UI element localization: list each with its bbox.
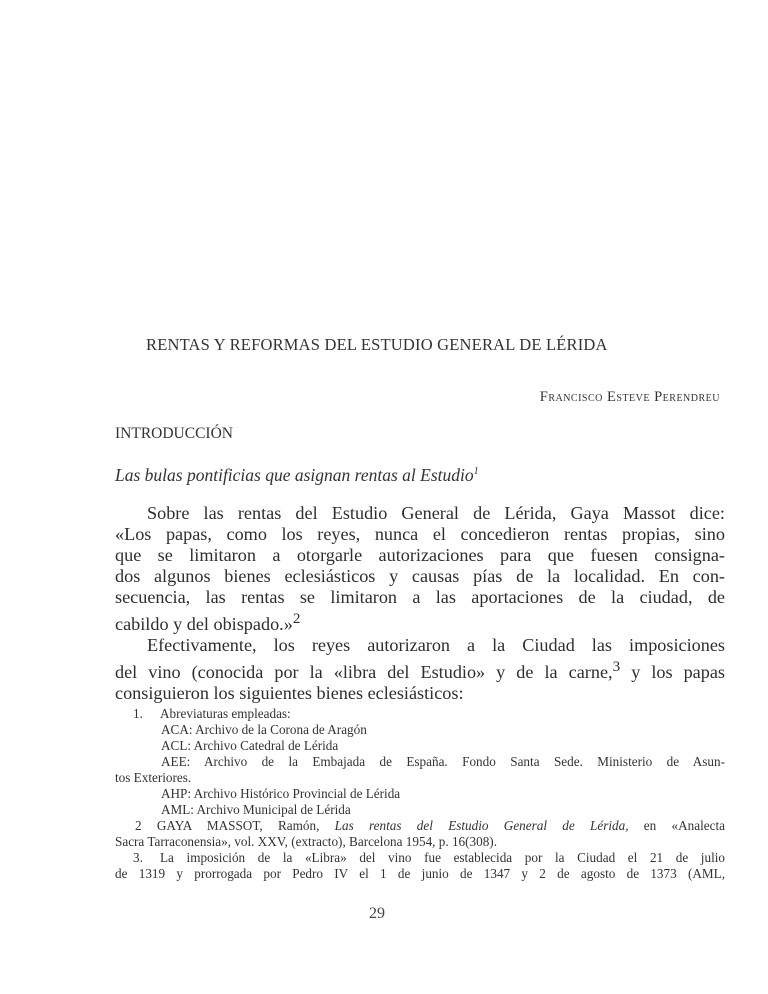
body-line-text: cabildo y del obispado.» (115, 614, 293, 635)
footnote-3 (115, 850, 725, 866)
body-line: Sobre las rentas del Estudio General de Lérida, Gaya Massot dice: (147, 503, 725, 523)
body-line: «Los papas, como los reyes, nunca el concedieron rentas propias, sino (115, 524, 725, 544)
footnote-ref-1: 1 (473, 466, 479, 478)
subsection-heading-text: Las bulas pontificias que asignan rentas al Estudio (115, 465, 474, 485)
body-line: que se limitaron a otorgarle autorizaciones para que fuesen consigna- (115, 545, 725, 565)
body-line (115, 656, 725, 683)
abbreviation-item: AML: Archivo Municipal de Lérida (161, 802, 351, 817)
citation-title: Las rentas del Estudio General de Lérida (334, 818, 626, 833)
page-number: 29 (369, 905, 385, 922)
body-line: secuencia, las rentas se limitaron a las aportaciones de la ciudad, de (115, 587, 725, 607)
body-line (115, 608, 725, 635)
footnote-3-continued: de 1319 y prorrogada por Pedro IV el 1 de junio de 1347 y 2 de agosto de 1373 (AML, (115, 866, 725, 881)
abbreviation-item: AHP: Archivo Histórico Provincial de Lérida (161, 786, 401, 801)
body-line: consiguieron los siguientes bienes eclesiásticos: (115, 683, 464, 704)
body-line: dos algunos bienes eclesiásticos y causas pías de la localidad. En con- (115, 566, 725, 586)
footnote-ref-2: 2 (292, 610, 301, 627)
citation-rest: , en «Analecta (625, 818, 726, 833)
footnote-ref-3: 3 (612, 658, 621, 676)
article-author: Francisco Esteve Perendreu (539, 389, 720, 405)
footnote-2 (115, 818, 725, 834)
section-heading: INTRODUCCIÓN (115, 425, 233, 442)
body-text (115, 503, 725, 704)
abbreviation-item: ACL: Archivo Catedral de Lérida (161, 738, 339, 753)
footnote-number: 1. (133, 706, 143, 721)
abbreviation-item: ACA: Archivo de la Corona de Aragón (161, 722, 367, 737)
abbreviation-item: AEE: Archivo de la Embajada de España. Fondo Santa Sede. Ministerio de Asun- (161, 754, 725, 769)
footnote-number: 2 (135, 818, 142, 833)
body-line-text: del vino (conocida por la «libra del Estudio» y de la carne, (115, 662, 613, 683)
footnote-2-continued: Sacra Tarraconensia», vol. XXV, (extracto), Barcelona 1954, p. 16(308). (115, 834, 497, 849)
body-line: Efectivamente, los reyes autorizaron a la Ciudad las imposiciones (147, 635, 725, 656)
footnote-number: 3. (133, 850, 143, 865)
footnote-1 (115, 706, 725, 722)
footnote-text: La imposición de la «Libra» del vino fue establecida por la Ciudad el 21 de julio (160, 850, 725, 865)
subsection-heading (115, 465, 479, 486)
footnotes (115, 706, 725, 882)
abbreviation-item-continued: tos Exteriores. (115, 770, 192, 785)
body-line-text: y los papas (620, 662, 725, 683)
footnote-text: Abreviaturas empleadas: (160, 706, 291, 721)
citation-author: GAYA MASSOT, Ramón, (156, 818, 335, 833)
article-title: RENTAS Y REFORMAS DEL ESTUDIO GENERAL DE LÉRIDA (146, 335, 608, 354)
